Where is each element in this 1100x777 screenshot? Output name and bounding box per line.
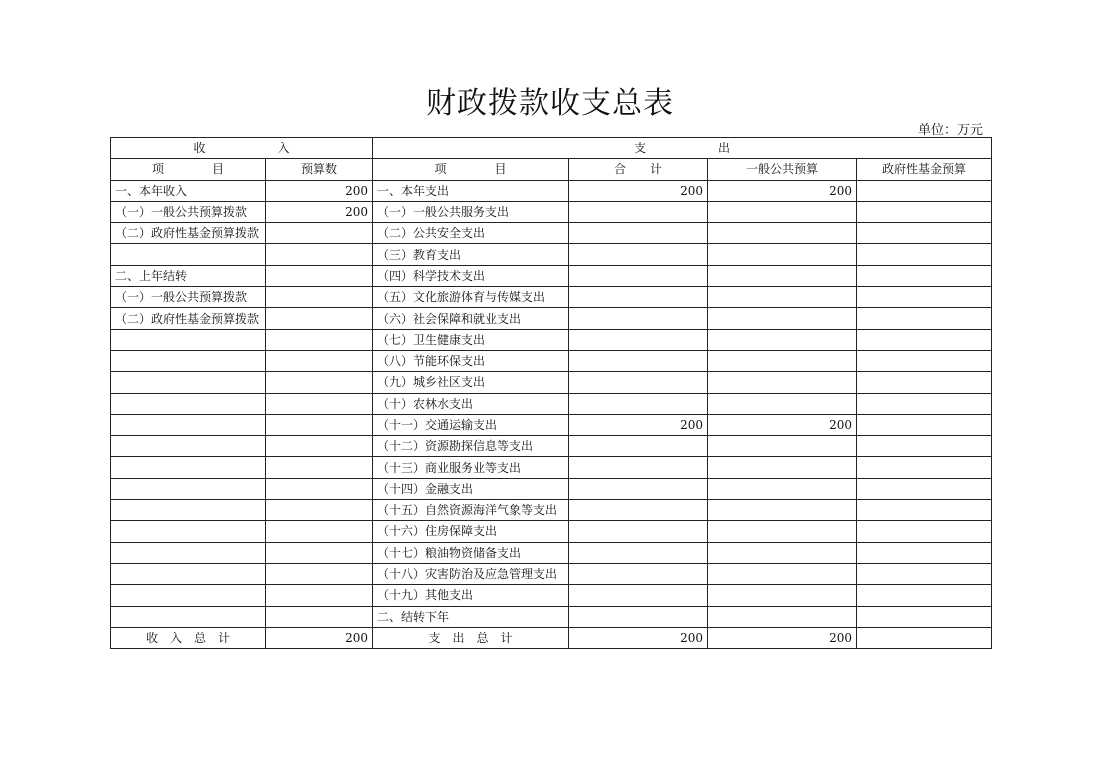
income-budget-cell xyxy=(266,500,373,521)
income-budget-cell xyxy=(266,414,373,435)
expense-total-cell xyxy=(569,329,708,350)
fund-budget-cell xyxy=(857,478,992,499)
fund-budget-cell xyxy=(857,457,992,478)
income-budget-cell xyxy=(266,223,373,244)
income-item-cell: （二）政府性基金预算拨款 xyxy=(111,223,266,244)
income-item-cell xyxy=(111,372,266,393)
expense-item-cell: （十）农林水支出 xyxy=(373,393,569,414)
table-row xyxy=(111,436,992,457)
income-item-cell xyxy=(111,563,266,584)
income-budget-cell xyxy=(266,393,373,414)
table-row xyxy=(111,606,992,627)
expense-item-cell: （十八）灾害防治及应急管理支出 xyxy=(373,563,569,584)
header-row-1 xyxy=(111,138,992,159)
expense-header: 支 出 xyxy=(373,138,992,159)
income-item-header: 项 目 xyxy=(111,159,266,180)
general-budget-cell xyxy=(708,542,857,563)
expense-item-cell: （十三）商业服务业等支出 xyxy=(373,457,569,478)
table-row xyxy=(111,500,992,521)
fund-total-value xyxy=(857,627,992,648)
general-budget-cell xyxy=(708,585,857,606)
general-budget-cell: 200 xyxy=(708,414,857,435)
income-item-cell xyxy=(111,542,266,563)
table-row xyxy=(111,223,992,244)
income-item-cell xyxy=(111,457,266,478)
general-budget-cell xyxy=(708,244,857,265)
expense-total-cell xyxy=(569,606,708,627)
income-item-cell: （二）政府性基金预算拨款 xyxy=(111,308,266,329)
table-row xyxy=(111,372,992,393)
general-budget-cell xyxy=(708,329,857,350)
income-budget-cell xyxy=(266,478,373,499)
general-budget-cell xyxy=(708,350,857,371)
table-row xyxy=(111,414,992,435)
general-budget-cell xyxy=(708,478,857,499)
expense-item-cell: 一、本年支出 xyxy=(373,180,569,201)
table-row xyxy=(111,180,992,201)
expense-item-cell: （六）社会保障和就业支出 xyxy=(373,308,569,329)
fund-budget-cell xyxy=(857,372,992,393)
income-budget-cell xyxy=(266,329,373,350)
income-budget-cell xyxy=(266,521,373,542)
income-budget-cell xyxy=(266,436,373,457)
expense-total-cell xyxy=(569,521,708,542)
expense-item-cell: （十一）交通运输支出 xyxy=(373,414,569,435)
fund-budget-cell xyxy=(857,223,992,244)
income-budget-cell xyxy=(266,265,373,286)
general-budget-cell xyxy=(708,457,857,478)
expense-total-cell xyxy=(569,542,708,563)
general-budget-cell xyxy=(708,201,857,222)
table-row xyxy=(111,457,992,478)
income-budget-cell xyxy=(266,308,373,329)
expense-item-cell: （一）一般公共服务支出 xyxy=(373,201,569,222)
expense-item-cell: （十四）金融支出 xyxy=(373,478,569,499)
income-total-label: 收 入 总 计 xyxy=(111,627,266,648)
general-budget-header: 一般公共预算 xyxy=(708,159,857,180)
expense-total-cell: 200 xyxy=(569,414,708,435)
table-row xyxy=(111,521,992,542)
expense-item-cell: （十九）其他支出 xyxy=(373,585,569,606)
income-total-value: 200 xyxy=(266,627,373,648)
income-header: 收 入 xyxy=(111,138,373,159)
income-item-cell: 一、本年收入 xyxy=(111,180,266,201)
expense-item-cell: （十六）住房保障支出 xyxy=(373,521,569,542)
general-budget-cell xyxy=(708,308,857,329)
expense-total-cell xyxy=(569,478,708,499)
income-item-cell xyxy=(111,521,266,542)
table-row xyxy=(111,201,992,222)
expense-item-cell: （三）教育支出 xyxy=(373,244,569,265)
table-row xyxy=(111,244,992,265)
income-budget-cell: 200 xyxy=(266,201,373,222)
income-budget-cell xyxy=(266,606,373,627)
expense-item-cell: （九）城乡社区支出 xyxy=(373,372,569,393)
table-row xyxy=(111,265,992,286)
income-budget-cell xyxy=(266,244,373,265)
expense-total-cell: 200 xyxy=(569,180,708,201)
income-budget-cell xyxy=(266,372,373,393)
table-row xyxy=(111,350,992,371)
general-budget-cell: 200 xyxy=(708,180,857,201)
general-budget-cell xyxy=(708,287,857,308)
budget-summary-table xyxy=(110,137,992,649)
general-budget-cell xyxy=(708,372,857,393)
expense-total-cell xyxy=(569,287,708,308)
fund-budget-cell xyxy=(857,585,992,606)
general-total-value: 200 xyxy=(708,627,857,648)
income-item-cell: （一）一般公共预算拨款 xyxy=(111,287,266,308)
expense-item-cell: 二、结转下年 xyxy=(373,606,569,627)
expense-item-cell: （二）公共安全支出 xyxy=(373,223,569,244)
fund-budget-cell xyxy=(857,393,992,414)
fund-budget-cell xyxy=(857,265,992,286)
expense-total-cell xyxy=(569,393,708,414)
fund-budget-cell xyxy=(857,563,992,584)
table-row xyxy=(111,542,992,563)
income-budget-cell xyxy=(266,563,373,584)
expense-total-header: 合 计 xyxy=(569,159,708,180)
fund-budget-cell xyxy=(857,414,992,435)
expense-total-cell xyxy=(569,244,708,265)
expense-total-cell xyxy=(569,563,708,584)
fund-budget-cell xyxy=(857,180,992,201)
table-row xyxy=(111,478,992,499)
income-item-cell xyxy=(111,478,266,499)
general-budget-cell xyxy=(708,393,857,414)
fund-budget-cell xyxy=(857,542,992,563)
income-item-cell xyxy=(111,350,266,371)
expense-item-cell: （四）科学技术支出 xyxy=(373,265,569,286)
fund-budget-cell xyxy=(857,287,992,308)
fund-budget-cell xyxy=(857,521,992,542)
general-budget-cell xyxy=(708,563,857,584)
income-item-cell xyxy=(111,414,266,435)
expense-total-cell xyxy=(569,201,708,222)
general-budget-cell xyxy=(708,265,857,286)
expense-total-cell xyxy=(569,585,708,606)
fund-budget-cell xyxy=(857,436,992,457)
expense-total-cell xyxy=(569,372,708,393)
income-item-cell xyxy=(111,329,266,350)
general-budget-cell xyxy=(708,223,857,244)
general-budget-cell xyxy=(708,521,857,542)
table-row xyxy=(111,308,992,329)
expense-total-cell xyxy=(569,308,708,329)
income-item-cell: 二、上年结转 xyxy=(111,265,266,286)
general-budget-cell xyxy=(708,436,857,457)
income-budget-cell xyxy=(266,287,373,308)
income-item-cell xyxy=(111,393,266,414)
income-item-cell xyxy=(111,436,266,457)
income-budget-cell: 200 xyxy=(266,180,373,201)
fund-budget-cell xyxy=(857,350,992,371)
fund-budget-header: 政府性基金预算 xyxy=(857,159,992,180)
income-item-cell xyxy=(111,585,266,606)
expense-total-label: 支 出 总 计 xyxy=(373,627,569,648)
general-budget-cell xyxy=(708,606,857,627)
header-row-2 xyxy=(111,159,992,180)
page-title: 财政拨款收支总表 xyxy=(426,86,674,121)
expense-total-value: 200 xyxy=(569,627,708,648)
expense-item-cell: （十五）自然资源海洋气象等支出 xyxy=(373,500,569,521)
income-budget-cell xyxy=(266,585,373,606)
expense-total-cell xyxy=(569,500,708,521)
general-budget-cell xyxy=(708,500,857,521)
expense-item-cell: （八）节能环保支出 xyxy=(373,350,569,371)
expense-total-cell xyxy=(569,265,708,286)
fund-budget-cell xyxy=(857,308,992,329)
fund-budget-cell xyxy=(857,500,992,521)
expense-total-cell xyxy=(569,223,708,244)
expense-item-cell: （十七）粮油物资储备支出 xyxy=(373,542,569,563)
expense-item-cell: （十二）资源勘探信息等支出 xyxy=(373,436,569,457)
fund-budget-cell xyxy=(857,329,992,350)
table-row xyxy=(111,329,992,350)
income-budget-cell xyxy=(266,350,373,371)
expense-item-cell: （五）文化旅游体育与传媒支出 xyxy=(373,287,569,308)
table-row xyxy=(111,585,992,606)
expense-item-header: 项 目 xyxy=(373,159,569,180)
table-row xyxy=(111,393,992,414)
expense-item-cell: （七）卫生健康支出 xyxy=(373,329,569,350)
fund-budget-cell xyxy=(857,606,992,627)
expense-total-cell xyxy=(569,436,708,457)
income-budget-cell xyxy=(266,457,373,478)
expense-total-cell xyxy=(569,457,708,478)
income-item-cell: （一）一般公共预算拨款 xyxy=(111,201,266,222)
total-row xyxy=(111,627,992,648)
income-budget-cell xyxy=(266,542,373,563)
expense-total-cell xyxy=(569,350,708,371)
income-item-cell xyxy=(111,244,266,265)
table-row xyxy=(111,563,992,584)
table-row xyxy=(111,287,992,308)
income-item-cell xyxy=(111,500,266,521)
unit-label: 单位：万元 xyxy=(917,123,983,138)
fund-budget-cell xyxy=(857,201,992,222)
fund-budget-cell xyxy=(857,244,992,265)
income-budget-header: 预算数 xyxy=(266,159,373,180)
income-item-cell xyxy=(111,606,266,627)
